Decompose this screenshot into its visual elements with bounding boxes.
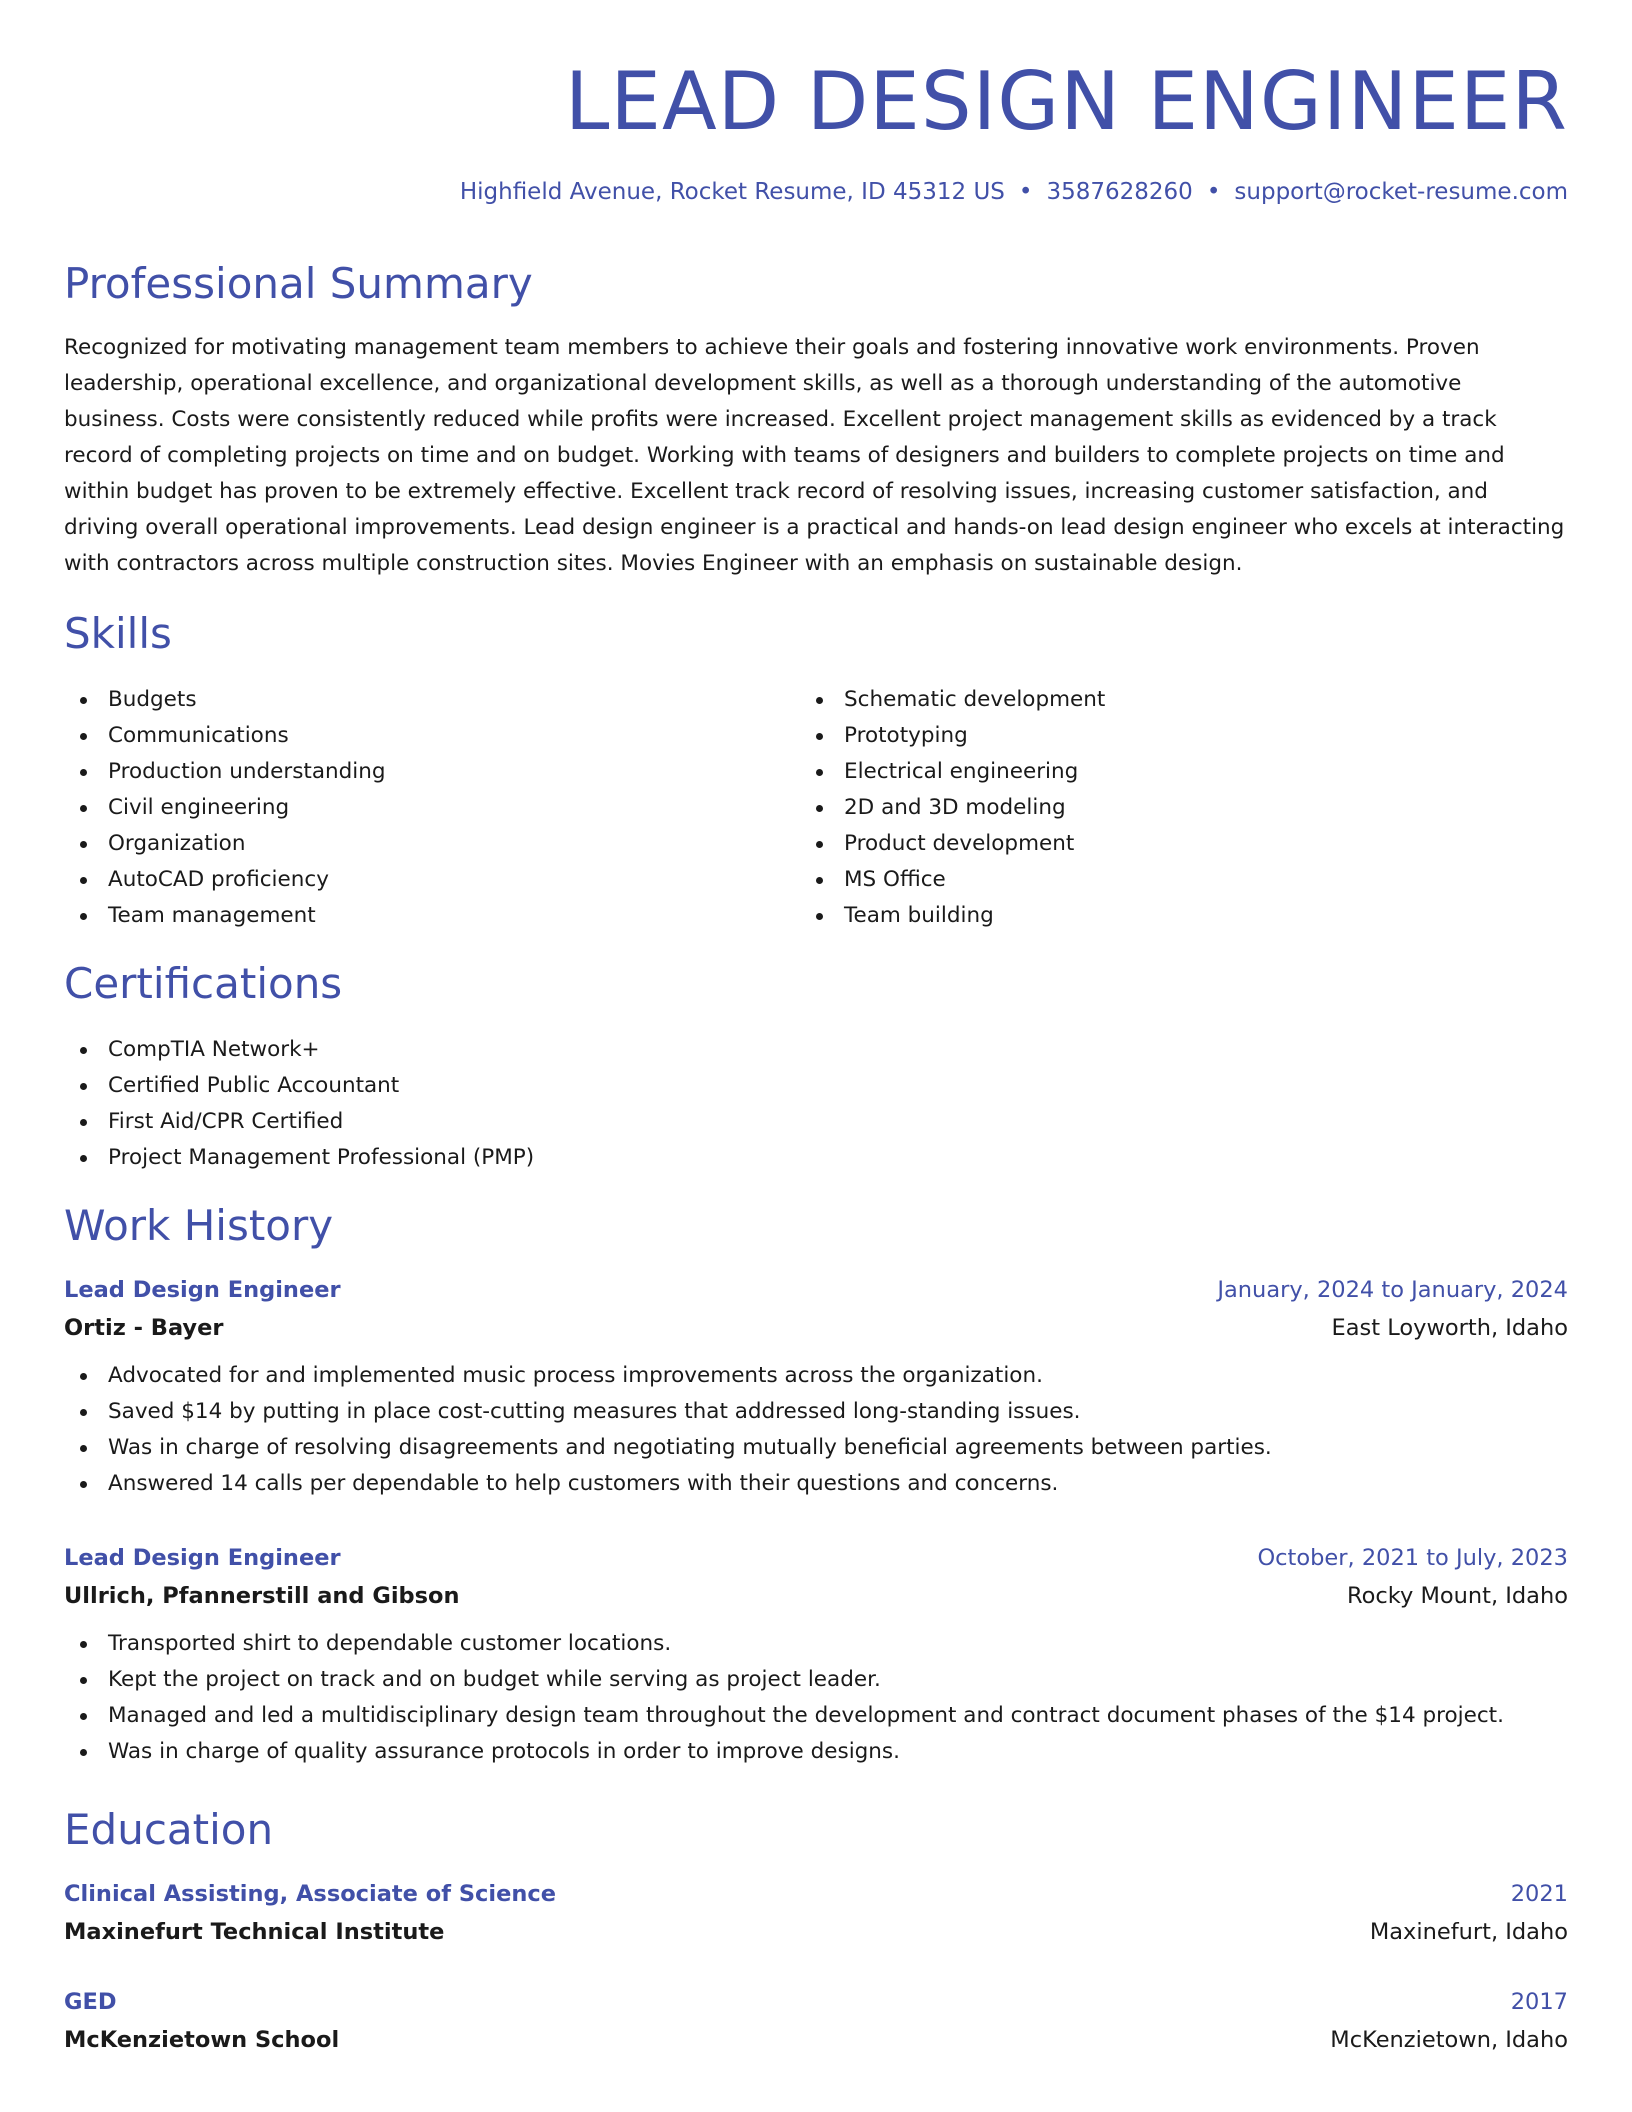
summary-section (64, 258, 1568, 582)
list-item: Communications (64, 718, 800, 754)
job-bullets (64, 1358, 1568, 1502)
separator-dot: • (1206, 179, 1221, 205)
school-location: McKenzietown, Idaho (1330, 2027, 1568, 2053)
email: support@rocket-resume.com (1234, 179, 1568, 205)
address: Highfield Avenue, Rocket Resume, ID 45312 US (459, 179, 1005, 205)
skills-columns (64, 682, 1568, 934)
certifications-heading: Certifications (64, 959, 343, 1008)
education-header-row (64, 1984, 1568, 2020)
list-item: Answered 14 calls per dependable to help customers with their questions and concerns. (64, 1466, 1568, 1502)
degree: Clinical Assisting, Associate of Science (64, 1881, 556, 1907)
list-item: CompTIA Network+ (64, 1032, 1568, 1068)
school-name: McKenzietown School (64, 2027, 340, 2053)
list-item: First Aid/CPR Certified (64, 1104, 1568, 1140)
graduation-year: 2021 (1510, 1881, 1568, 1907)
certifications-list (64, 1032, 1568, 1176)
list-item: Budgets (64, 682, 800, 718)
job-employer: Ullrich, Pfannerstill and Gibson (64, 1583, 460, 1609)
school-name: Maxinefurt Technical Institute (64, 1919, 445, 1945)
job-employer-row (64, 1308, 1568, 1348)
list-item: Kept the project on track and on budget while serving as project leader. (64, 1662, 1568, 1698)
list-item: Production understanding (64, 754, 800, 790)
list-item: Team management (64, 898, 800, 934)
skills-list-right (800, 682, 1536, 934)
resume-name: LEAD DESIGN ENGINEER (564, 55, 1568, 148)
list-item: Team building (800, 898, 1536, 934)
list-item: Certified Public Accountant (64, 1068, 1568, 1104)
job-entry (64, 1272, 1568, 1502)
education-heading: Education (64, 1805, 274, 1854)
job-employer-row (64, 1576, 1568, 1616)
list-item: Schematic development (800, 682, 1536, 718)
education-header-row (64, 1876, 1568, 1912)
work-history-section (64, 1200, 1568, 1252)
job-entry (64, 1540, 1568, 1770)
list-item: Prototyping (800, 718, 1536, 754)
list-item: Managed and led a multidisciplinary design team throughout the development and contract document phases of the $14 project. (64, 1698, 1568, 1734)
job-dates: October, 2021 to July, 2023 (1257, 1545, 1568, 1571)
job-dates: January, 2024 to January, 2024 (1217, 1277, 1568, 1303)
education-section (64, 1804, 1568, 1856)
list-item: Transported shirt to dependable customer locations. (64, 1626, 1568, 1662)
job-location: Rocky Mount, Idaho (1346, 1583, 1568, 1609)
job-header-row (64, 1540, 1568, 1576)
list-item: AutoCAD proficiency (64, 862, 800, 898)
list-item: MS Office (800, 862, 1536, 898)
summary-text: Recognized for motivating management team members to achieve their goals and fostering innovative work environments. Proven leadership, operational excellence, and organizational development skills, as well as a thorough understanding of the automotive business. Costs were consistently reduced while profits were increased. Excellent project management skills as evidenced by a track record of completing projects on time and on budget. Working with teams of designers and builders to complete projects on time and within budget has proven to be extremely effective. Excellent track record of resolving issues, increasing customer satisfaction, and driving overall operational improvements. Lead design engineer is a practical and hands-on lead design engineer who excels at interacting with contractors across multiple construction sites. Movies Engineer with an emphasis on sustainable design. (64, 335, 1565, 576)
job-title: Lead Design Engineer (64, 1277, 341, 1303)
summary-heading: Professional Summary (64, 259, 533, 308)
education-school-row (64, 1912, 1568, 1952)
list-item: Saved $14 by putting in place cost-cutting measures that addressed long-standing issues. (64, 1394, 1568, 1430)
list-item: Electrical engineering (800, 754, 1536, 790)
list-item: Project Management Professional (PMP) (64, 1140, 1568, 1176)
work-history-heading: Work History (64, 1201, 334, 1250)
skills-section (64, 608, 1568, 934)
list-item: Advocated for and implemented music process improvements across the organization. (64, 1358, 1568, 1394)
job-employer: Ortiz - Bayer (64, 1315, 224, 1341)
phone: 3587628260 (1046, 179, 1193, 205)
education-school-row (64, 2020, 1568, 2060)
list-item: Was in charge of resolving disagreements and negotiating mutually beneficial agreements between parties. (64, 1430, 1568, 1466)
education-entry (64, 1876, 1568, 1952)
school-location: Maxinefurt, Idaho (1369, 1919, 1568, 1945)
skills-heading: Skills (64, 609, 172, 658)
job-title: Lead Design Engineer (64, 1545, 341, 1571)
list-item: Civil engineering (64, 790, 800, 826)
contact-line (460, 176, 1568, 208)
job-location: East Loyworth, Idaho (1331, 1315, 1568, 1341)
graduation-year: 2017 (1510, 1989, 1568, 2015)
list-item: Was in charge of quality assurance protocols in order to improve designs. (64, 1734, 1568, 1770)
education-entry (64, 1984, 1568, 2060)
list-item: Product development (800, 826, 1536, 862)
job-bullets (64, 1626, 1568, 1770)
list-item: Organization (64, 826, 800, 862)
certifications-section (64, 958, 1568, 1176)
list-item: 2D and 3D modeling (800, 790, 1536, 826)
separator-dot: • (1018, 179, 1033, 205)
job-header-row (64, 1272, 1568, 1308)
degree: GED (64, 1989, 117, 2015)
skills-list-left (64, 682, 800, 934)
